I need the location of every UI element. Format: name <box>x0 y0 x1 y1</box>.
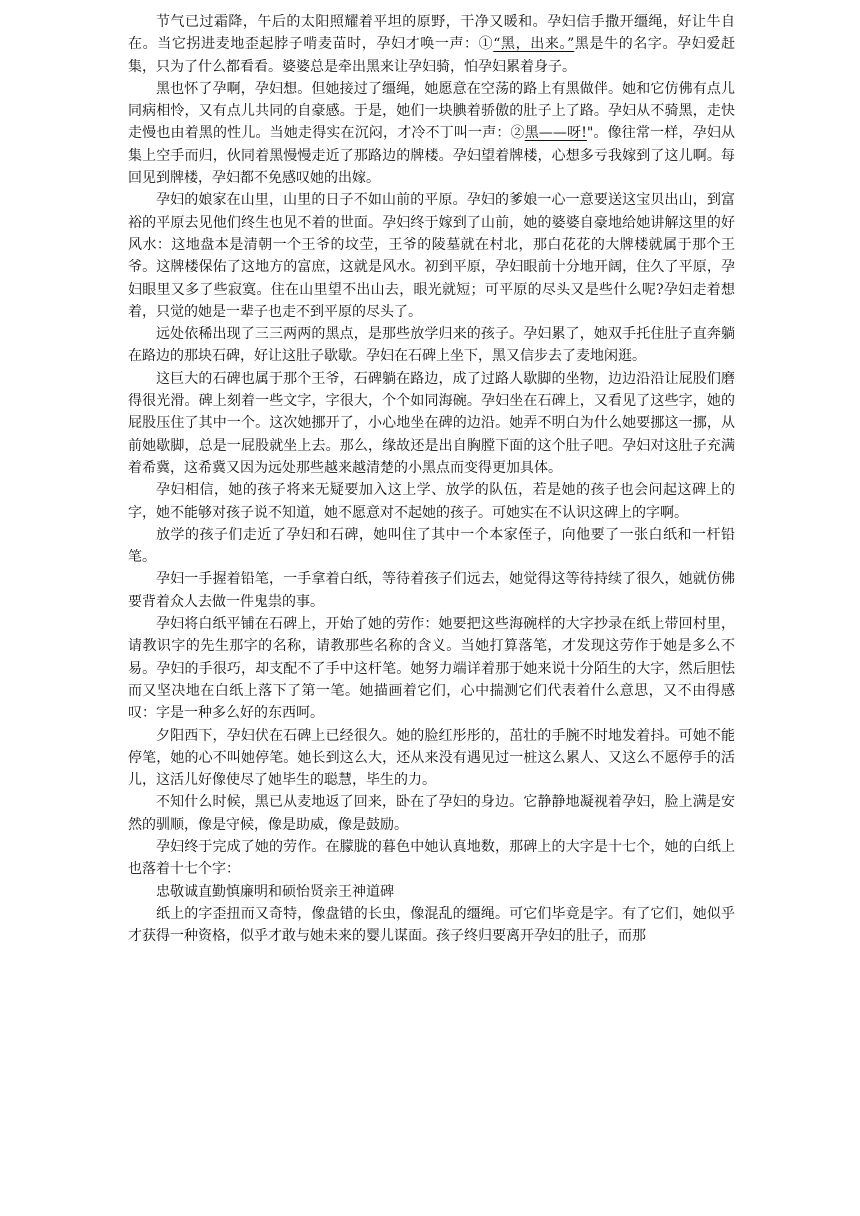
paragraph-1-text-b: 黑是牛的名字。孕妇爱赶集，只为了什么都看看。婆婆总是牵出黑来让孕妇骑，怕孕妇累着身子。 <box>128 36 735 75</box>
paragraph-1 <box>128 11 735 78</box>
paragraph-2-text-b: "。像往常一样，孕妇从集上空手而归，伙同着黑慢慢走近了那路边的牌楼。孕妇望着牌楼，心想多亏我嫁到了这儿啊。每回见到牌楼，孕妇都不免感叹她的出嫁。 <box>128 125 735 187</box>
paragraph-7: 放学的孩子们走近了孕妇和石碑，她叫住了其中一个本家侄子，向他要了一张白纸和一杆铅笔。 <box>128 526 735 566</box>
paragraph-5: 这巨大的石碑也属于那个王爷，石碑躺在路边，成了过路人歇脚的坐物，边边沿沿让屁股们磨得很光滑。碑上刻着一些文字，字很大，个个如同海碗。孕妇坐在石碑上，又看见了这些字，她的屁股压住了其中一个。这次她挪开了，小心地坐在碑的边沿。她弄不明白为什么她要挪这一挪，从前她歇脚，总是一屁股就坐上去。那么，缘故还是出自胸膛下面的这个肚子吧。孕妇对这肚子充满着希冀，这希冀又因为远处那些越来越清楚的小黑点而变得更加具体。 <box>128 370 735 476</box>
paragraph-12: 孕妇终于完成了她的劳作。在朦胧的暮色中她认真地数，那碑上的大字是十七个，她的白纸上也落着十七个字： <box>128 838 735 878</box>
paragraph-2 <box>128 78 735 189</box>
underlined-quote-2: 黑——呀! <box>524 125 587 142</box>
paragraph-3: 孕妇的娘家在山里，山里的日子不如山前的平原。孕妇的爹娘一心一意要送这宝贝出山，到富裕的平原去见他们终生也见不着的世面。孕妇终于嫁到了山前，她的婆婆自豪地给她讲解这里的好风水：这地盘本是清朝一个王爷的坟茔，王爷的陵墓就在村北，那白花花的大牌楼就属于那个王爷。这牌楼保佑了这地方的富庶，这就是风水。初到平原，孕妇眼前十分地开阔，住久了平原，孕妇眼里又多了些寂寞。住在山里望不出山去，眼光就短；可平原的尽头又是些什么呢?孕妇走着想着，只觉的她是一辈子也走不到平原的尽头了。 <box>128 192 735 320</box>
paragraph-9: 孕妇将白纸平铺在石碑上，开始了她的劳作：她要把这些海碗样的大字抄录在纸上带回村里，请教识字的先生那字的名称，请教那些名称的含义。当她打算落笔，才发现这劳作于她是多么不易。孕妇的手很巧，却支配不了手中这杆笔。她努力端详着那于她来说十分陌生的大字，然后胆怯而又坚决地在白纸上落下了第一笔。她描画着它们，心中揣测它们代表着什么意思，又不由得感叹：字是一种多么好的东西呵。 <box>128 616 735 722</box>
paragraph-11: 不知什么时候，黑已从麦地返了回来，卧在了孕妇的身边。它静静地凝视着孕妇，脸上满是安然的驯顺，像是守候，像是助威，像是鼓励。 <box>128 794 735 833</box>
paragraph-8: 孕妇一手握着铅笔，一手拿着白纸，等待着孩子们远去，她觉得这等待持续了很久，她就仿佛要背着众人去做一件鬼祟的事。 <box>128 571 735 610</box>
paragraph-14: 纸上的字歪扭而又奇特，像盘错的长虫，像混乱的缰绳。可它们毕竟是字。有了它们，她似乎才获得一种资格，似乎才敢与她未来的婴儿谋面。孩子终归要离开孕妇的肚子，而那 <box>128 905 735 945</box>
paragraph-6: 孕妇相信，她的孩子将来无疑要加入这上学、放学的队伍，若是她的孩子也会问起这碑上的字，她不能够对孩子说不知道，她不愿意对不起她的孩子。可她实在不认识这碑上的字啊。 <box>128 482 735 521</box>
paragraph-4: 远处依稀出现了三三两两的黑点，是那些放学归来的孩子。孕妇累了，她双手托住肚子直奔躺在路边的那块石碑，好让这肚子歇歇。孕妇在石碑上坐下，黑又信步去了麦地闲逛。 <box>128 326 735 365</box>
paragraph-10: 夕阳西下，孕妇伏在石碑上已经很久。她的脸红彤彤的，茁壮的手腕不时地发着抖。可她不能停笔，她的心不叫她停笔。她长到这么大，还从来没有遇见过一桩这么累人、又这么不愿停手的活儿，这活儿好像使尽了她毕生的聪慧，毕生的力。 <box>128 727 735 789</box>
paragraph-2-text-a: 黑也怀了孕啊，孕妇想。但她接过了缰绳，她愿意在空荡的路上有黑做伴。她和它仿佛有点儿同病相怜，又有点儿共同的自豪感。于是，她们一块腆着骄傲的肚子上了路。孕妇从不骑黑，走快走慢也由着黑的性儿。当她走得实在沉闷，才冷不丁叫一声：② <box>128 80 735 142</box>
underlined-quote-1: “黑，出来。” <box>493 36 575 53</box>
paragraph-1-text-a: 节气已过霜降，午后的太阳照耀着平坦的原野，干净又暖和。孕妇信手撒开缰绳，好让牛自在。当它拐进麦地歪起脖子啃麦苗时，孕妇才唤一声：① <box>128 14 735 53</box>
stele-inscription-line: 忠敬诚直勤慎廉明和硕怡贤亲王神道碑 <box>156 883 394 900</box>
